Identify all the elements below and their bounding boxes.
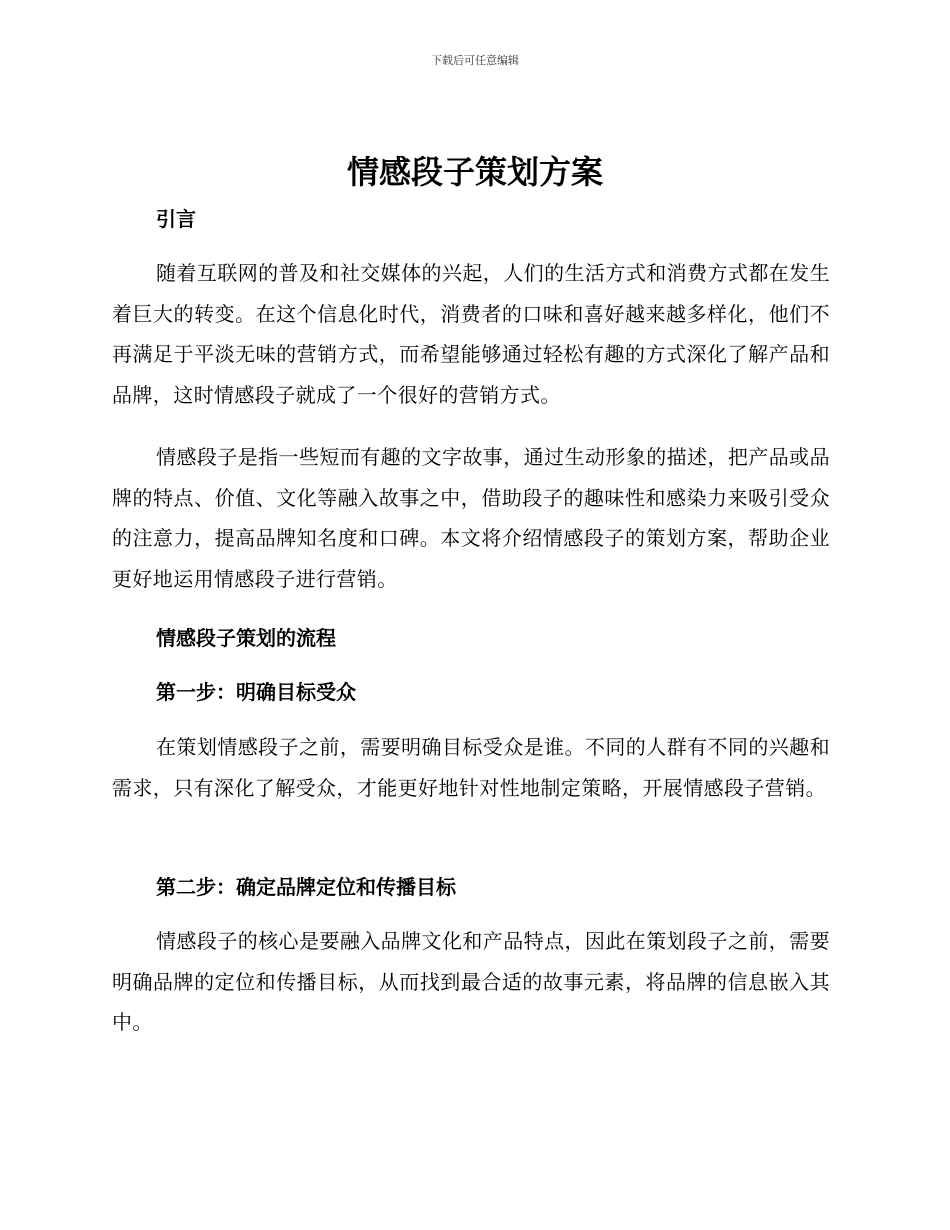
step1-paragraph: 在策划情感段子之前，需要明确目标受众是谁。不同的人群有不同的兴趣和需求，只有深化了解受众，才能更好地针对性地制定策略，开展情感段子营销。 (112, 735, 830, 800)
process-heading: 情感段子策划的流程 (156, 626, 336, 650)
intro-paragraph-1: 随着互联网的普及和社交媒体的兴起，人们的生活方式和消费方式都在发生着巨大的转变。在这个信息化时代，消费者的口味和喜好越来越多样化，他们不再满足于平淡无味的营销方式，而希望能够通过轻松有趣的方式深化了解产品和品牌，这时情感段子就成了一个很好的营销方式。 (112, 261, 830, 407)
step1-heading: 第一步：明确目标受众 (156, 680, 356, 704)
page-header: 下载后可任意编辑 (431, 54, 519, 67)
intro-heading: 引言 (156, 207, 196, 231)
intro-paragraph-2: 情感段子是指一些短而有趣的文字故事，通过生动形象的描述，把产品或品牌的特点、价值、文化等融入故事之中，借助段子的趣味性和感染力来吸引受众的注意力，提高品牌知名度和口碑。本文将介绍情感段子的策划方案，帮助企业更好地运用情感段子进行营销。 (112, 445, 830, 591)
step2-heading: 第二步：确定品牌定位和传播目标 (156, 875, 456, 899)
document-title: 情感段子策划方案 (346, 153, 603, 191)
step2-paragraph: 情感段子的核心是要融入品牌文化和产品特点，因此在策划段子之前，需要明确品牌的定位和传播目标，从而找到最合适的故事元素，将品牌的信息嵌入其中。 (112, 929, 830, 1034)
